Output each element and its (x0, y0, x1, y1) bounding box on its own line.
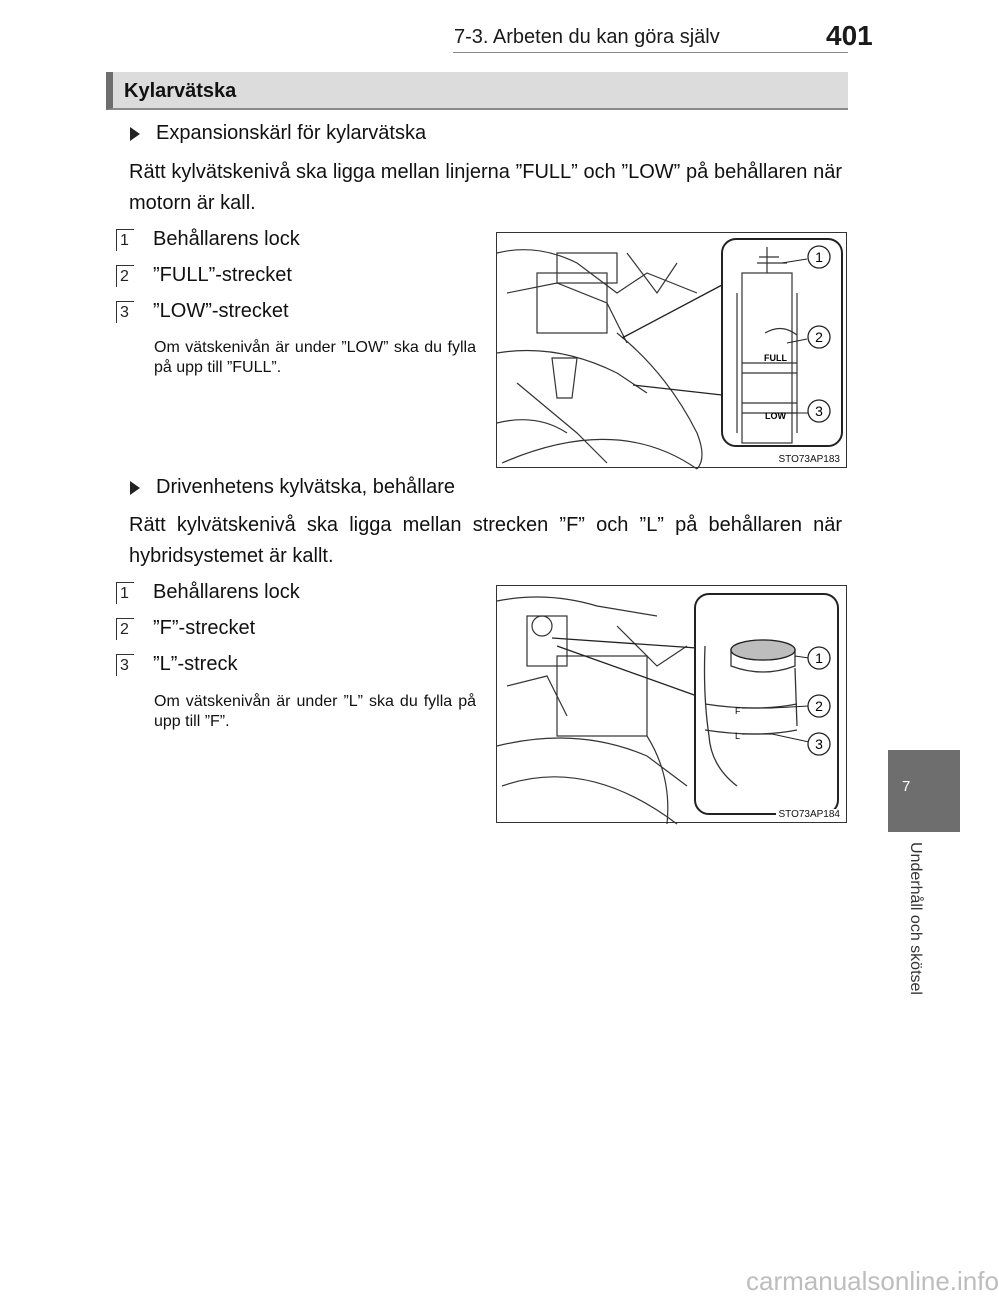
chapter-heading: 7-3. Arbeten du kan göra själv (454, 26, 720, 48)
body-paragraph: Rätt kylvätskenivå ska ligga mellan strecken ”F” och ”L” på behållaren när hybridsystemet är kallt. (129, 514, 842, 567)
chapter-tab-number: 7 (902, 778, 911, 795)
subheading-expansion-tank (130, 122, 426, 145)
svg-text:1: 1 (815, 650, 823, 666)
engine-bay-illustration (497, 586, 848, 824)
figure-caption: STO73AP184 (778, 809, 840, 820)
l-mark: L (735, 731, 741, 741)
chapter-tab-label: Underhåll och skötsel (907, 842, 924, 995)
callout-2 (808, 695, 830, 717)
low-mark: LOW (765, 411, 786, 421)
item-label: ”LOW”-strecket (153, 300, 289, 322)
list-item (116, 300, 289, 323)
item-number: 2 (116, 265, 134, 287)
item-label: ”FULL”-strecket (153, 264, 292, 286)
subheading-drive-coolant (130, 476, 455, 499)
callout-1 (808, 246, 830, 268)
item-label: Behållarens lock (153, 228, 300, 250)
engine-bay-illustration (497, 233, 848, 469)
note-text: Om vätskenivån är under ”LOW” ska du fylla på upp till ”FULL”. (154, 339, 476, 376)
callout-3 (808, 400, 830, 422)
item-label: ”L”-streck (153, 653, 238, 675)
page-number: 401 (826, 20, 873, 51)
item-number: 3 (116, 654, 134, 676)
item-label: Behållarens lock (153, 581, 300, 603)
item-number: 2 (116, 618, 134, 640)
bullet-triangle-icon (130, 127, 140, 141)
list-item (116, 264, 292, 287)
svg-text:2: 2 (815, 698, 823, 714)
bullet-triangle-icon (130, 481, 140, 495)
f-mark: F (735, 706, 741, 716)
full-mark: FULL (764, 353, 787, 363)
callout-1 (808, 647, 830, 669)
callout-3 (808, 733, 830, 755)
list-item (116, 653, 237, 676)
section-title: Kylarvätska (124, 80, 237, 102)
item-number: 1 (116, 229, 134, 251)
figure-drive-coolant-reservoir (496, 585, 847, 823)
body-paragraph: Rätt kylvätskenivå ska ligga mellan linjerna ”FULL” och ”LOW” på behållaren när motorn är kall. (129, 161, 842, 214)
item-number: 1 (116, 582, 134, 604)
svg-text:2: 2 (815, 329, 823, 345)
subheading-text: Drivenhetens kylvätska, behållare (156, 476, 456, 498)
svg-text:3: 3 (815, 403, 823, 419)
list-item (116, 581, 300, 604)
list-item (116, 617, 255, 640)
figure-coolant-reservoir (496, 232, 847, 468)
watermark: carmanualsonline.info (746, 1266, 999, 1296)
note-text: Om vätskenivån är under ”L” ska du fylla på upp till ”F”. (154, 693, 476, 730)
subheading-text: Expansionskärl för kylarvätska (156, 122, 427, 144)
figure-caption: STO73AP183 (778, 454, 840, 465)
item-number: 3 (116, 301, 134, 323)
chapter-tab (888, 750, 960, 832)
callout-2 (808, 326, 830, 348)
item-label: ”F”-strecket (153, 617, 256, 639)
svg-text:3: 3 (815, 736, 823, 752)
svg-text:1: 1 (815, 249, 823, 265)
list-item (116, 228, 300, 251)
header-divider (453, 52, 848, 53)
